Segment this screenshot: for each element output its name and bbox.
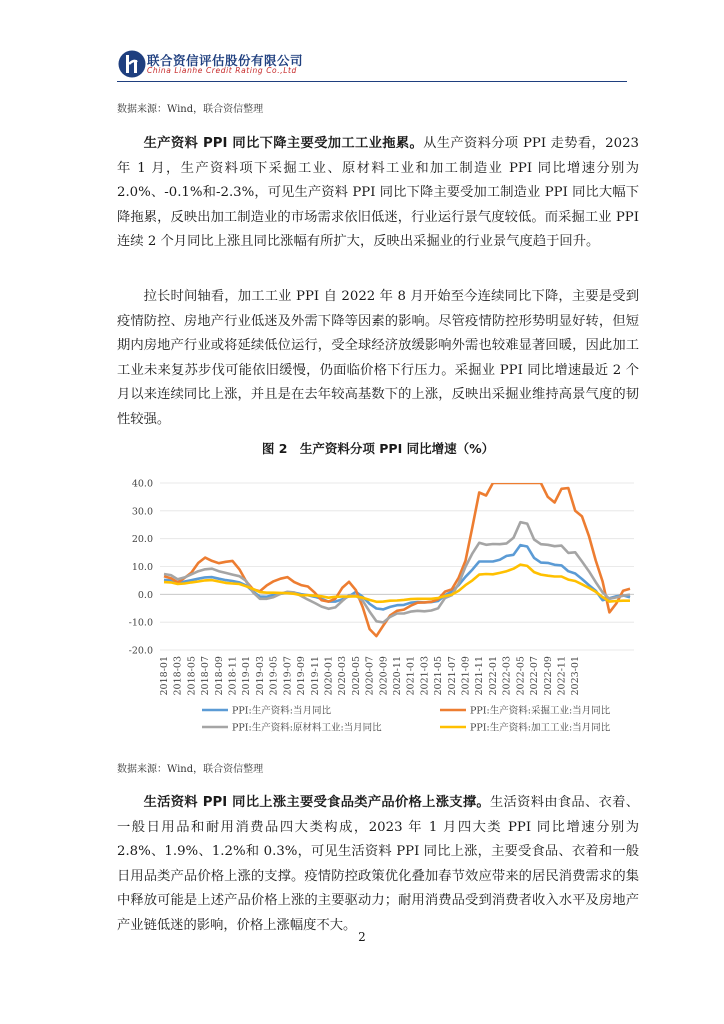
x-tick-label: 2020-03: [337, 656, 349, 696]
x-tick-label: 2021-01: [405, 656, 417, 696]
x-tick-label: 2019-01: [241, 656, 253, 696]
y-tick-label: -20.0: [128, 645, 153, 657]
paragraph-body: 生活资料由食品、衣着、一般日用品和耐用消费品四大类构成，2023 年 1 月四大类 PPI 同比增速分别为 2.8%、1.9%、1.2%和 0.3%，可见生活资料 PPI 同比上涨，主要受食品、衣着和一般日用品类产品价格上涨的支撑。疫情防控政策优化叠加春节效应带来的居民消费需求的集中释放可能是上述产品价格上涨的主要驱动力；耐用消费品受到消费者收入水平及房地产产业链低迷的影响，价格上涨幅度不大。: [117, 795, 639, 933]
x-tick-label: 2022-03: [501, 656, 513, 696]
x-tick-label: 2021-07: [446, 656, 458, 696]
y-tick-label: 20.0: [131, 534, 153, 546]
paragraph-heading: 生活资料 PPI 同比上涨主要受食品类产品价格上涨支撑。: [143, 795, 490, 810]
x-tick-label: 2018-09: [213, 656, 225, 696]
x-tick-label: 2022-11: [556, 656, 568, 696]
x-tick-label: 2021-09: [460, 656, 472, 696]
y-tick-label: 10.0: [131, 562, 153, 573]
y-tick-label: -10.0: [128, 617, 153, 629]
paragraph-living-materials: [117, 791, 639, 939]
x-tick-label: 2019-07: [282, 656, 294, 696]
paragraph-body: 拉长时间轴看，加工工业 PPI 自 2022 年 8 月开始至今连续同比下降，主要是受到疫情防控、房地产行业低迷及外需下降等因素的影响。尽管疫情防控形势明显好转，但短期内房地产行业或将延续低位运行，受全球经济放缓影响外需也较难显著回暖，因此加工工业未来复苏步伐可能依旧缓慢，仍面临价格下行压力。采掘业 PPI 同比增速最近 2 个月以来连续同比上涨，并且是在去年较高基数下的上涨，反映出采掘业维持高景气度的韧性较强。: [117, 289, 639, 427]
company-name-en: China Lianhe Credit Rating Co.,Ltd: [147, 66, 297, 75]
x-tick-label: 2019-09: [296, 656, 308, 696]
page-header: [117, 45, 627, 85]
series-line-3: [164, 522, 630, 622]
x-tick-label: 2018-03: [172, 656, 184, 696]
legend-label: PPI:生产资料:原材料工业:当月同比: [232, 722, 382, 734]
x-tick-label: 2020-11: [392, 656, 403, 696]
x-tick-label: 2018-01: [159, 656, 170, 696]
x-tick-label: 2020-09: [378, 656, 390, 696]
x-tick-label: 2020-01: [323, 656, 335, 696]
x-tick-label: 2019-03: [254, 656, 266, 696]
x-tick-label: 2020-07: [364, 656, 376, 696]
paragraph-production-materials: [117, 132, 639, 255]
data-source-bottom: 数据来源：Wind，联合资信整理: [117, 764, 264, 775]
x-tick-label: 2021-05: [433, 656, 445, 696]
x-tick-label: 2018-07: [200, 656, 212, 696]
data-source-top: 数据来源：Wind，联合资信整理: [117, 104, 264, 115]
header-divider: [117, 81, 627, 82]
series-line-4: [164, 565, 630, 602]
x-tick-label: 2018-11: [227, 656, 239, 696]
company-name-cn: 联合资信评估股份有限公司: [147, 53, 304, 68]
y-tick-label: 30.0: [131, 506, 153, 518]
paragraph-body: 从生产资料分项 PPI 走势看，2023 年 1 月，生产资料项下采掘工业、原材料工业和加工制造业 PPI 同比增速分别为 2.0%、-0.1%和-2.3%，可见生产资料 PPI 同比下降主要受加工制造业 PPI 同比大幅下降拖累，反映出加工制造业的市场需求依旧低迷，行业运行景气度较低。而采掘工业 PPI 连续 2 个月同比上涨且同比涨幅有所扩大，反映出采掘业的行业景气度趋于回升。: [117, 136, 639, 250]
legend-label: PPI:生产资料:当月同比: [232, 705, 331, 717]
y-tick-label: 40.0: [131, 478, 153, 490]
x-tick-label: 2019-05: [268, 656, 280, 696]
ppi-line-chart: [122, 462, 642, 742]
x-tick-label: 2022-09: [542, 656, 554, 696]
x-tick-label: 2018-05: [186, 656, 198, 696]
figure-title: 图 2 生产资料分项 PPI 同比增速（%）: [261, 441, 495, 456]
x-tick-label: 2022-05: [515, 656, 527, 696]
legend-label: PPI:生产资料:采掘工业:当月同比: [470, 705, 611, 717]
page-number: 2: [358, 930, 366, 944]
x-tick-label: 2020-05: [350, 656, 362, 696]
y-tick-label: 0.0: [137, 589, 153, 601]
paragraph-long-term: [117, 285, 639, 433]
x-tick-label: 2022-01: [487, 656, 499, 696]
x-tick-label: 2021-03: [419, 656, 431, 696]
x-tick-label: 2019-11: [309, 656, 321, 696]
company-logo-icon: [117, 49, 147, 79]
legend-label: PPI:生产资料:加工工业:当月同比: [470, 722, 611, 734]
x-tick-label: 2023-01: [570, 656, 582, 696]
x-tick-label: 2022-07: [529, 656, 541, 696]
x-tick-label: 2021-11: [474, 656, 486, 696]
paragraph-heading: 生产资料 PPI 同比下降主要受加工工业拖累。: [143, 136, 424, 151]
